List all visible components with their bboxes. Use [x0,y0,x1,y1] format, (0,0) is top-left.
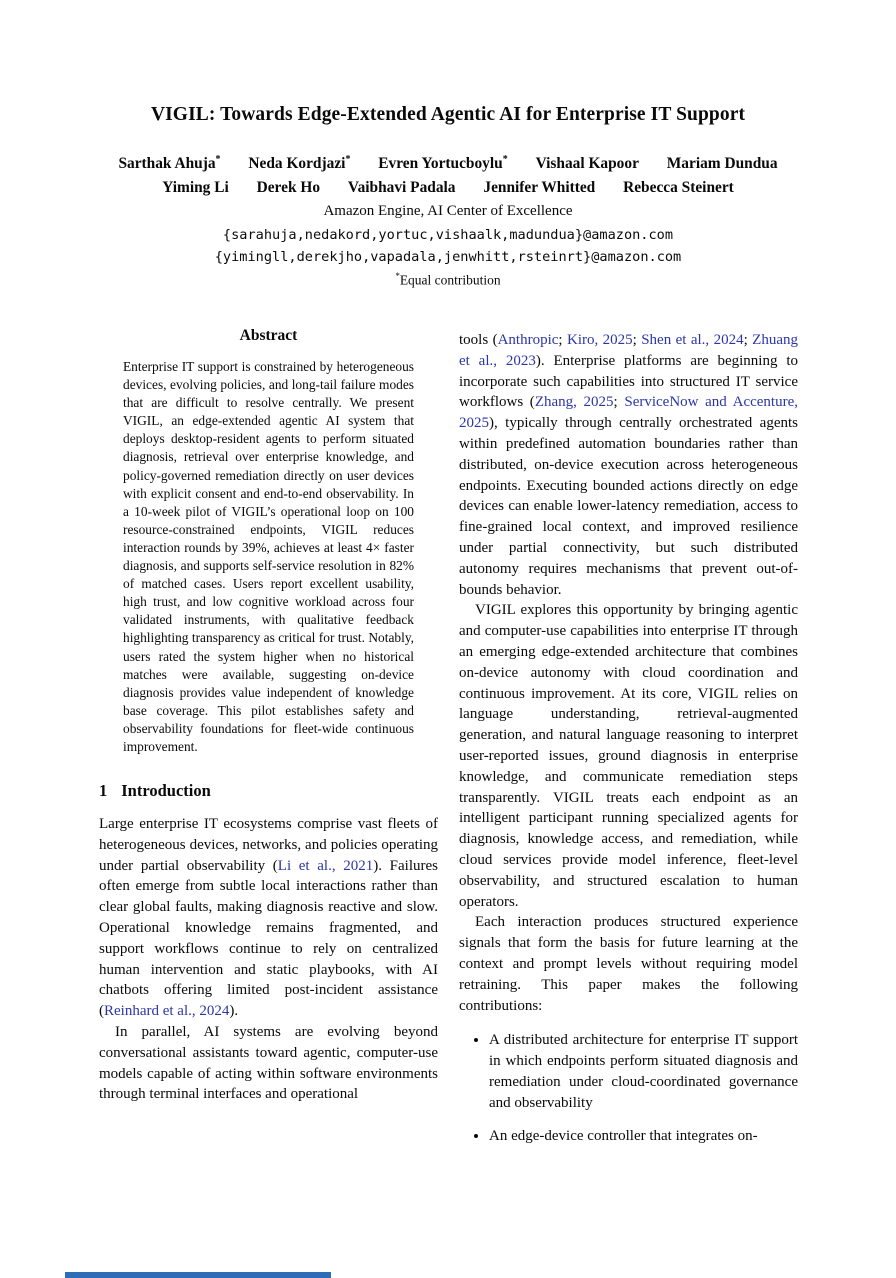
two-column-body [99,327,799,1160]
author-row-2 [0,179,896,197]
contributions-list [459,1030,798,1147]
author: Derek Ho [256,179,321,197]
right-column [459,327,798,1160]
citation-link[interactable]: Anthropic [497,332,559,348]
citation-link[interactable]: Shen et al., 2024 [641,332,744,348]
footnote-text: Equal contribution [399,272,501,288]
citation-link[interactable]: ServiceNow and Accenture, 2025 [459,394,799,432]
abstract-text: Enterprise IT support is constrained by heterogeneous devices, evolving policies, and long-tail failure modes that are difficult to resolve centrally. We present VIGIL, an edge-extended agentic AI system that deploys desktop-resident agents to perform situated diagnosis, retrieval over enterprise knowledge, and policy-governed remediation directly on user devices with explicit consent and end-to-end observability. In a 10-week pilot of VIGIL’s operational loop on 100 resource-constrained endpoints, VIGIL reduces interaction rounds by 39%, achieves at least 4× faster diagnosis, and supports self-service resolution in 82% of matched cases. Users report excellent usability, high trust, and low cognitive workload across four validated instruments, with qualitative feedback highlighting transparency as critical for trust. Notably, users rated the system higher when no historical matches were available, suggesting on-device diagnosis provides value independent of knowledge base coverage. This pilot establishes safety and observability foundations for fleet-wide continuous improvement. [123,359,414,754]
author: Sarthak Ahuja* [118,154,221,173]
author: Jennifer Whitted [483,179,596,197]
paper-header [0,104,896,289]
author: Rebecca Steinert [623,179,734,197]
paragraph-text: ; [613,394,625,411]
section-title: Introduction [121,781,211,801]
paragraph-text: ). [229,1003,239,1020]
paragraph-text: Large enterprise IT ecosystems comprise vast fleets of heterogeneous devices, networks, and policies operating under partial observability ( [99,816,438,874]
page-title: VIGIL: Towards Edge-Extended Agentic AI for Enterprise IT Support [150,104,746,125]
author-row-1 [0,154,896,173]
author: Yiming Li [162,179,229,197]
equal-contribution-mark: * [502,154,508,165]
paragraph-text: ), typically through centrally orchestrated agents within predefined automation boundaries rather than distributed, on-device execution across heterogeneous endpoints. Executing bounded actions directly on edge devices can enable lower-latency remediation, access to fine-grained local context, and improved resilience under partial connectivity, but such distributed autonomy requires mechanisms that prevent out-of-bounds behavior. [459,415,798,598]
paragraph-text: ; [743,332,753,348]
citation-link[interactable]: Zhang, 2025 [534,394,614,411]
next-page-figure-edge [65,1272,331,1278]
section-heading-introduction [99,781,438,801]
citation-link[interactable]: Li et al., 2021 [277,857,374,874]
citation-link[interactable]: Reinhard et al., 2024 [104,1003,230,1020]
author: Vishaal Kapoor [535,155,639,173]
intro-paragraph-1 [99,814,438,1022]
paragraph-text: tools ( [459,332,498,348]
intro-paragraph-4: VIGIL explores this opportunity by bringing agentic and computer-use capabilities into enterprise IT through an emerging edge-extended architecture that combines on-device autonomy with cloud coordination and continuous improvement. At its core, VIGIL relies on language understanding, retrieval-augmented generation, and natural language reasoning to interpret user-reported issues, ground diagnosis in enterprise knowledge, and communicate remediation steps transparently. VIGIL treats each endpoint as an intelligent participant running specialized agents for diagnosis, knowledge access, and remediation, while cloud services provide model inference, fleet-level observability, and structured escalation to human operators. [459,602,798,910]
author: Neda Kordjazi* [248,154,351,173]
paragraph-text: ). Enterprise platforms are beginning to incorporate such capabilities into structured IT service workflows ( [459,352,798,411]
email-line-2: {yimingll,derekjho,vapadala,jenwhitt,rsteinrt}@amazon.com [214,249,682,266]
equal-contribution-note [0,271,896,289]
contribution-item: • An edge-device controller that integrates on- [489,1126,798,1147]
author: Evren Yortucboylu* [378,154,508,173]
author: Mariam Dundua [666,155,778,173]
left-column [99,327,438,1160]
contribution-item: • A distributed architecture for enterprise IT support in which endpoints perform situated diagnosis and remediation under cloud-coordinated governance and observability [489,1030,798,1113]
paragraph-text: ). Failures often emerge from subtle local interactions rather than clear global faults, making diagnosis reactive and slow. Operational knowledge remains fragmented, and support workflows continue to rely on centralized human intervention and static playbooks, with AI chatbots offering limited post-incident assistance ( [99,857,439,1020]
equal-contribution-mark: * [215,154,221,165]
paragraph-text: ; [632,332,642,348]
author: Vaibhavi Padala [347,179,456,197]
section-number: 1 [99,781,108,801]
intro-paragraph-5: Each interaction produces structured experience signals that form the basis for future learning at the context and prompt levels without requiring model retraining. This paper makes the following contributions: [459,914,798,1014]
footnote-mark: * [395,271,400,282]
citation-link[interactable]: Zhuang et al., 2023 [459,332,798,369]
paragraph-text: ; [558,332,567,348]
abstract-section [123,327,414,756]
email-line-1: {sarahuja,nedakord,yortuc,vishaalk,madundua}@amazon.com [222,227,674,244]
equal-contribution-mark: * [345,154,351,165]
affiliation: Amazon Engine, AI Center of Excellence [323,203,573,220]
intro-paragraph-2: In parallel, AI systems are evolving beyond conversational assistants toward agentic, computer-use models capable of acting within software environments through terminal interfaces and operational [99,1024,438,1103]
intro-paragraph-3 [459,330,798,600]
abstract-heading: Abstract [239,327,298,344]
citation-link[interactable]: Kiro, 2025 [566,332,633,348]
